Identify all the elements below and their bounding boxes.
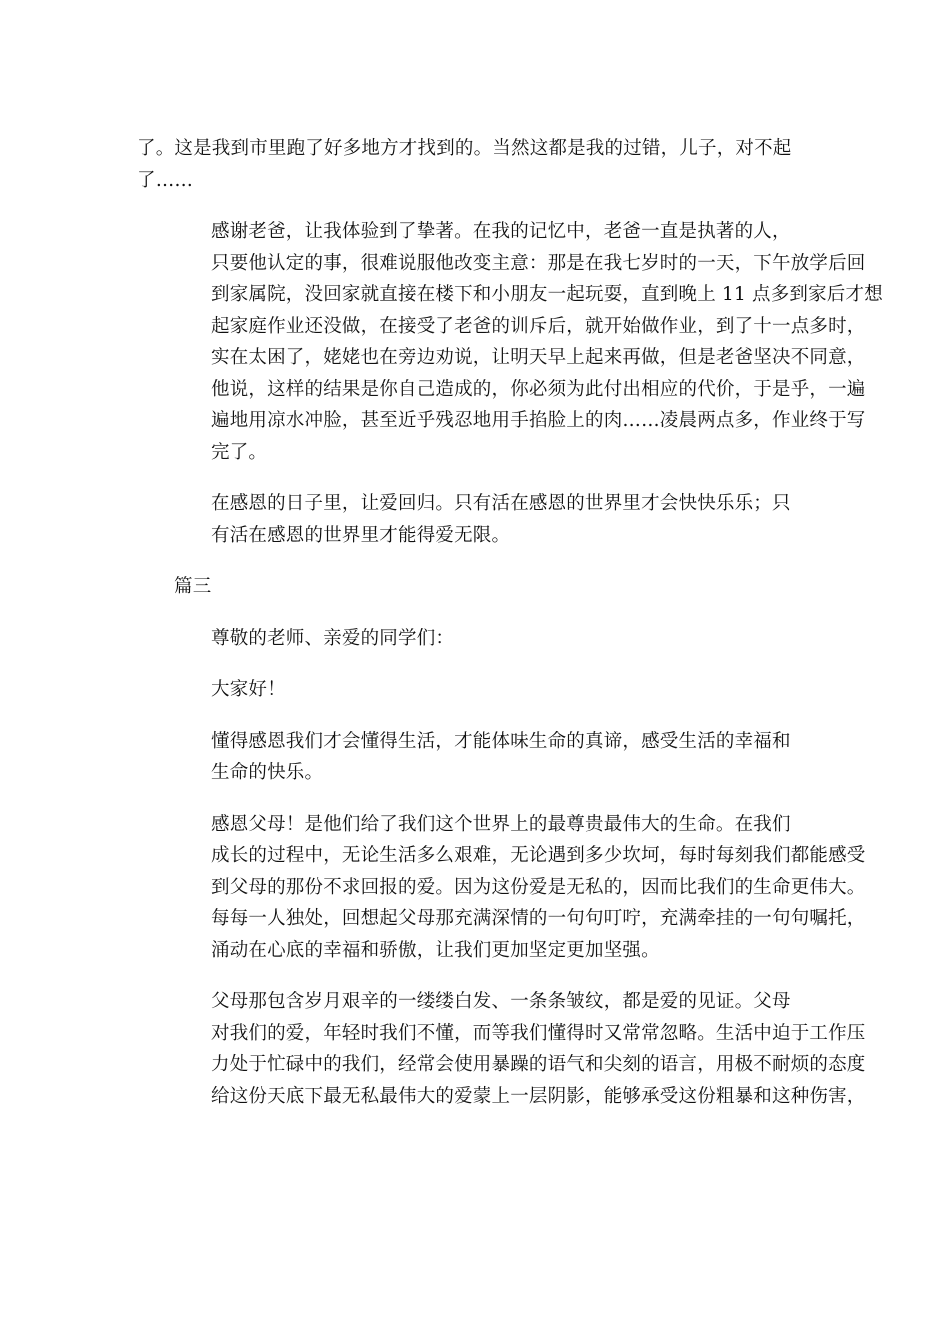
text-line: 感恩父母！是他们给了我们这个世界上的最尊贵最伟大的生命。在我们: [211, 813, 791, 835]
paragraph: [137, 809, 866, 967]
text-line: 遍地用凉水冲脸，甚至近乎残忍地用手掐脸上的肉……凌晨两点多，作业终于写: [211, 410, 866, 431]
section-heading: [137, 571, 812, 603]
text-line: 懂得感恩我们才会懂得生活，才能体味生命的真谛，感受生活的幸福和: [211, 730, 791, 752]
text-line: 成长的过程中，无论生活多么艰难，无论遇到多少坎坷，每时每刻我们都能感受: [211, 845, 866, 866]
text-line: 生命的快乐。: [211, 762, 324, 783]
text-line: 在感恩的日子里，让爱回归。只有活在感恩的世界里才会快快乐乐；只: [211, 493, 791, 514]
text-line: 给这份天底下最无私最伟大的爱蒙上一层阴影，能够承受这份粗暴和这种伤害，: [211, 1085, 866, 1107]
text-line: 感谢老爸，让我体验到了挚著。在我的记忆中，老爸一直是执著的人，: [211, 221, 791, 242]
paragraph: [137, 623, 812, 655]
paragraph: [137, 674, 812, 706]
text-line: 尊敬的老师、亲爱的同学们：: [211, 627, 455, 649]
text-line: 只要他认定的事，很难说服他改变主意：那是在我七岁时的一天，下午放学后回: [211, 252, 866, 274]
text-line: 了。这是我到市里跑了好多地方才找到的。当然这都是我的过错，儿子，对不起: [137, 138, 792, 159]
document-body: [137, 133, 883, 1132]
text-line: 涌动在心底的幸福和骄傲，让我们更加坚定更加坚强。: [211, 939, 660, 961]
paragraph: [137, 216, 883, 468]
text-line: 对我们的爱，年轻时我们不懂，而等我们懂得时又常常忽略。生活中迫于工作压: [211, 1022, 866, 1044]
text-line: 大家好！: [211, 679, 286, 700]
text-line: 他说，这样的结果是你自己造成的，你必须为此付出相应的代价，于是乎，一遍: [211, 378, 866, 400]
text-line: 了……: [137, 169, 194, 191]
text-line: 力处于忙碌中的我们，经常会使用暴躁的语气和尖刻的语言，用极不耐烦的态度: [211, 1054, 866, 1075]
text-line: 到父母的那份不求回报的爱。因为这份爱是无私的，因而比我们的生命更伟大。: [211, 876, 866, 898]
paragraph: [137, 488, 812, 551]
text-line: 每每一人独处，回想起父母那充满深情的一句句叮咛，充满牵挂的一句句嘱托，: [211, 908, 866, 929]
text-line: 有活在感恩的世界里才能得爱无限。: [211, 524, 511, 546]
paragraph: [137, 726, 812, 789]
text-line: 完了。: [211, 441, 268, 463]
text-line: 起家庭作业还没做，在接受了老爸的训斥后，就开始做作业，到了十一点多时，: [211, 315, 866, 337]
text-line: 到家属院，没回家就直接在楼下和小朋友一起玩耍，直到晚上 11 点多到家后才想: [211, 284, 883, 305]
text-line: 父母那包含岁月艰辛的一缕缕白发、一条条皱纹，都是爱的见证。父母: [211, 991, 791, 1012]
text-line: 实在太困了，姥姥也在旁边劝说，让明天早上起来再做，但是老爸坚决不同意，: [211, 347, 866, 368]
paragraph: [137, 133, 812, 196]
text-line: 篇三: [174, 576, 212, 597]
paragraph: [137, 986, 866, 1112]
